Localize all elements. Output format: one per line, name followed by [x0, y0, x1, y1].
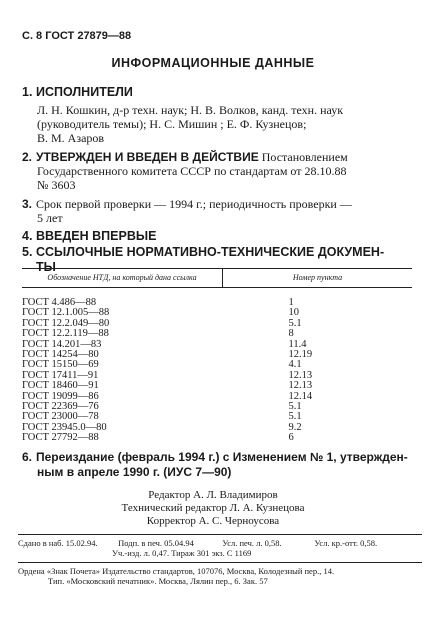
- tech-editor-credit: Технический редактор Л. А. Кузнецова: [121, 502, 305, 514]
- page-title: ИНФОРМАЦИОННЫЕ ДАННЫЕ: [111, 56, 315, 70]
- document-cell: ГОСТ 23000—78: [22, 411, 99, 423]
- table-row: [22, 433, 412, 443]
- section-5-line-2: ТЫ: [36, 260, 56, 274]
- item-cell: 5.1: [288, 317, 302, 329]
- section-number: 1.: [22, 85, 33, 99]
- section-number: 6.: [22, 450, 33, 464]
- authors-line-1: Л. Н. Кошкин, д-р техн. наук; Н. В. Волков, канд. техн. наук: [37, 103, 344, 117]
- section-6-line-2: ным в апреле 1990 г. (ИУС 7—90): [37, 465, 232, 479]
- item-cell: 12.14: [288, 390, 313, 402]
- table-row: [22, 288, 412, 309]
- item-cell: 1: [288, 297, 294, 308]
- section-heading: ССЫЛОЧНЫЕ НОРМАТИВНО-ТЕХНИЧЕСКИЕ ДОКУМЕН-: [36, 245, 385, 259]
- section-number: 2.: [22, 150, 33, 164]
- imprint-print-sheets: Усл. кр.-отт. 0,58.: [314, 538, 378, 548]
- section-text: Переиздание (февраль 1994 г.) с Изменением № 1, утвержден-: [36, 450, 408, 464]
- document-cell: ГОСТ 12.1.005—88: [22, 307, 110, 319]
- item-cell: 8: [288, 328, 294, 340]
- imprint-submitted: Сдано в наб. 15.02.94.: [18, 538, 98, 548]
- document-cell: ГОСТ 27792—88: [22, 432, 99, 444]
- item-cell: 6: [288, 432, 294, 444]
- document-cell: ГОСТ 19099—86: [22, 390, 99, 402]
- imprint-line-4: Тип. «Московский печатник». Москва, Лялин пер., 6. Зак. 57: [48, 576, 268, 586]
- table-body: [22, 288, 412, 444]
- editor-credit: Редактор А. Л. Владимиров: [148, 489, 278, 501]
- section-heading: УТВЕРЖДЕН И ВВЕДЕН В ДЕЙСТВИЕ: [36, 150, 259, 164]
- section-2-line-2: Государственного комитета СССР по стандартам от 28.10.88: [37, 164, 347, 178]
- table-header-row: [22, 269, 412, 288]
- imprint-line-3: Ордена «Знак Почета» Издательство стандартов, 107076, Москва, Колодезный пер., 14.: [18, 566, 335, 576]
- imprint-line-2: Уч.-изд. л. 0,47. Тираж 301 экз. С 1169: [112, 548, 252, 558]
- item-cell: 9.2: [288, 421, 302, 433]
- authors-line-2: (руководитель темы); Н. С. Мишин ; Е. Ф. Кузнецов;: [37, 117, 307, 131]
- divider: [18, 534, 422, 535]
- document-cell: ГОСТ 23945.0—80: [22, 421, 107, 433]
- document-cell: ГОСТ 14254—80: [22, 349, 99, 361]
- document-cell: ГОСТ 15150—69: [22, 359, 99, 371]
- document-cell: ГОСТ 22369—76: [22, 401, 99, 413]
- section-number: 5.: [22, 245, 33, 259]
- document-cell: ГОСТ 12.2.119—88: [22, 328, 109, 340]
- document-cell: ГОСТ 4.486—88: [22, 297, 97, 308]
- section-heading: ВВЕДЕН ВПЕРВЫЕ: [36, 229, 157, 243]
- references-table: [22, 268, 412, 444]
- document-cell: ГОСТ 14.201—83: [22, 338, 102, 350]
- section-2-line-3: № 3603: [37, 178, 76, 192]
- column-header-item: Номер пункта: [223, 269, 413, 288]
- imprint-sheets: Усл. печ. л. 0,58.: [222, 538, 282, 548]
- item-cell: 5.1: [288, 401, 302, 413]
- imprint-signed: Подп. в печ. 05.04.94: [118, 538, 194, 548]
- divider: [18, 562, 422, 563]
- document-cell: ГОСТ 12.2.049—80: [22, 317, 110, 329]
- item-cell: 10: [288, 307, 299, 319]
- document-cell: ГОСТ 18460—91: [22, 380, 99, 392]
- section-number: 3.: [22, 197, 33, 211]
- corrector-credit: Корректор А. С. Черноусова: [146, 515, 280, 527]
- section-heading: ИСПОЛНИТЕЛИ: [36, 85, 133, 99]
- section-text: Срок первой проверки — 1994 г.; периодичность проверки —: [36, 197, 352, 211]
- section-number: 4.: [22, 229, 33, 243]
- item-cell: 11.4: [288, 338, 307, 350]
- item-cell: 12.13: [288, 369, 313, 381]
- item-cell: 12.19: [288, 349, 313, 361]
- section-text: Постановлением: [261, 150, 348, 164]
- item-cell: 12.13: [288, 380, 313, 392]
- section-3-line-2: 5 лет: [37, 211, 63, 225]
- item-cell: 5.1: [288, 411, 302, 423]
- authors-line-3: В. М. Азаров: [37, 131, 105, 145]
- column-header-document: Обозначение НТД, на который дана ссылка: [22, 269, 223, 288]
- document-cell: ГОСТ 17411—91: [22, 369, 99, 381]
- imprint-line-1: [18, 538, 418, 548]
- item-cell: 4.1: [288, 359, 302, 371]
- page-header: С. 8 ГОСТ 27879—88: [22, 30, 132, 42]
